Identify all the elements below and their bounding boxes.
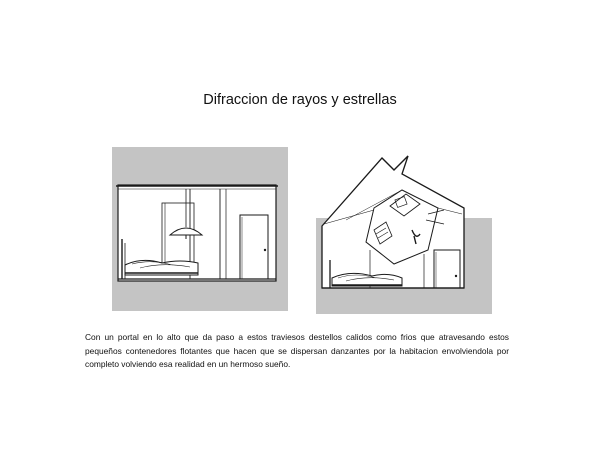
room-drawing-right-svg bbox=[316, 150, 492, 314]
room-illustration-right bbox=[316, 150, 492, 314]
room-illustration-left bbox=[112, 147, 288, 311]
room-drawing-left-svg bbox=[112, 147, 288, 311]
body-paragraph: Con un portal en lo alto que da paso a estos traviesos destellos calidos como frios que atravesando estos pequeños contenedores flotantes que hacen que se dispersan danzantes por la habitacion envolviendola por completo volviendo esa realidad en un hermoso sueño. bbox=[85, 332, 509, 369]
page-title: Difraccion de rayos y estrellas bbox=[203, 92, 397, 108]
